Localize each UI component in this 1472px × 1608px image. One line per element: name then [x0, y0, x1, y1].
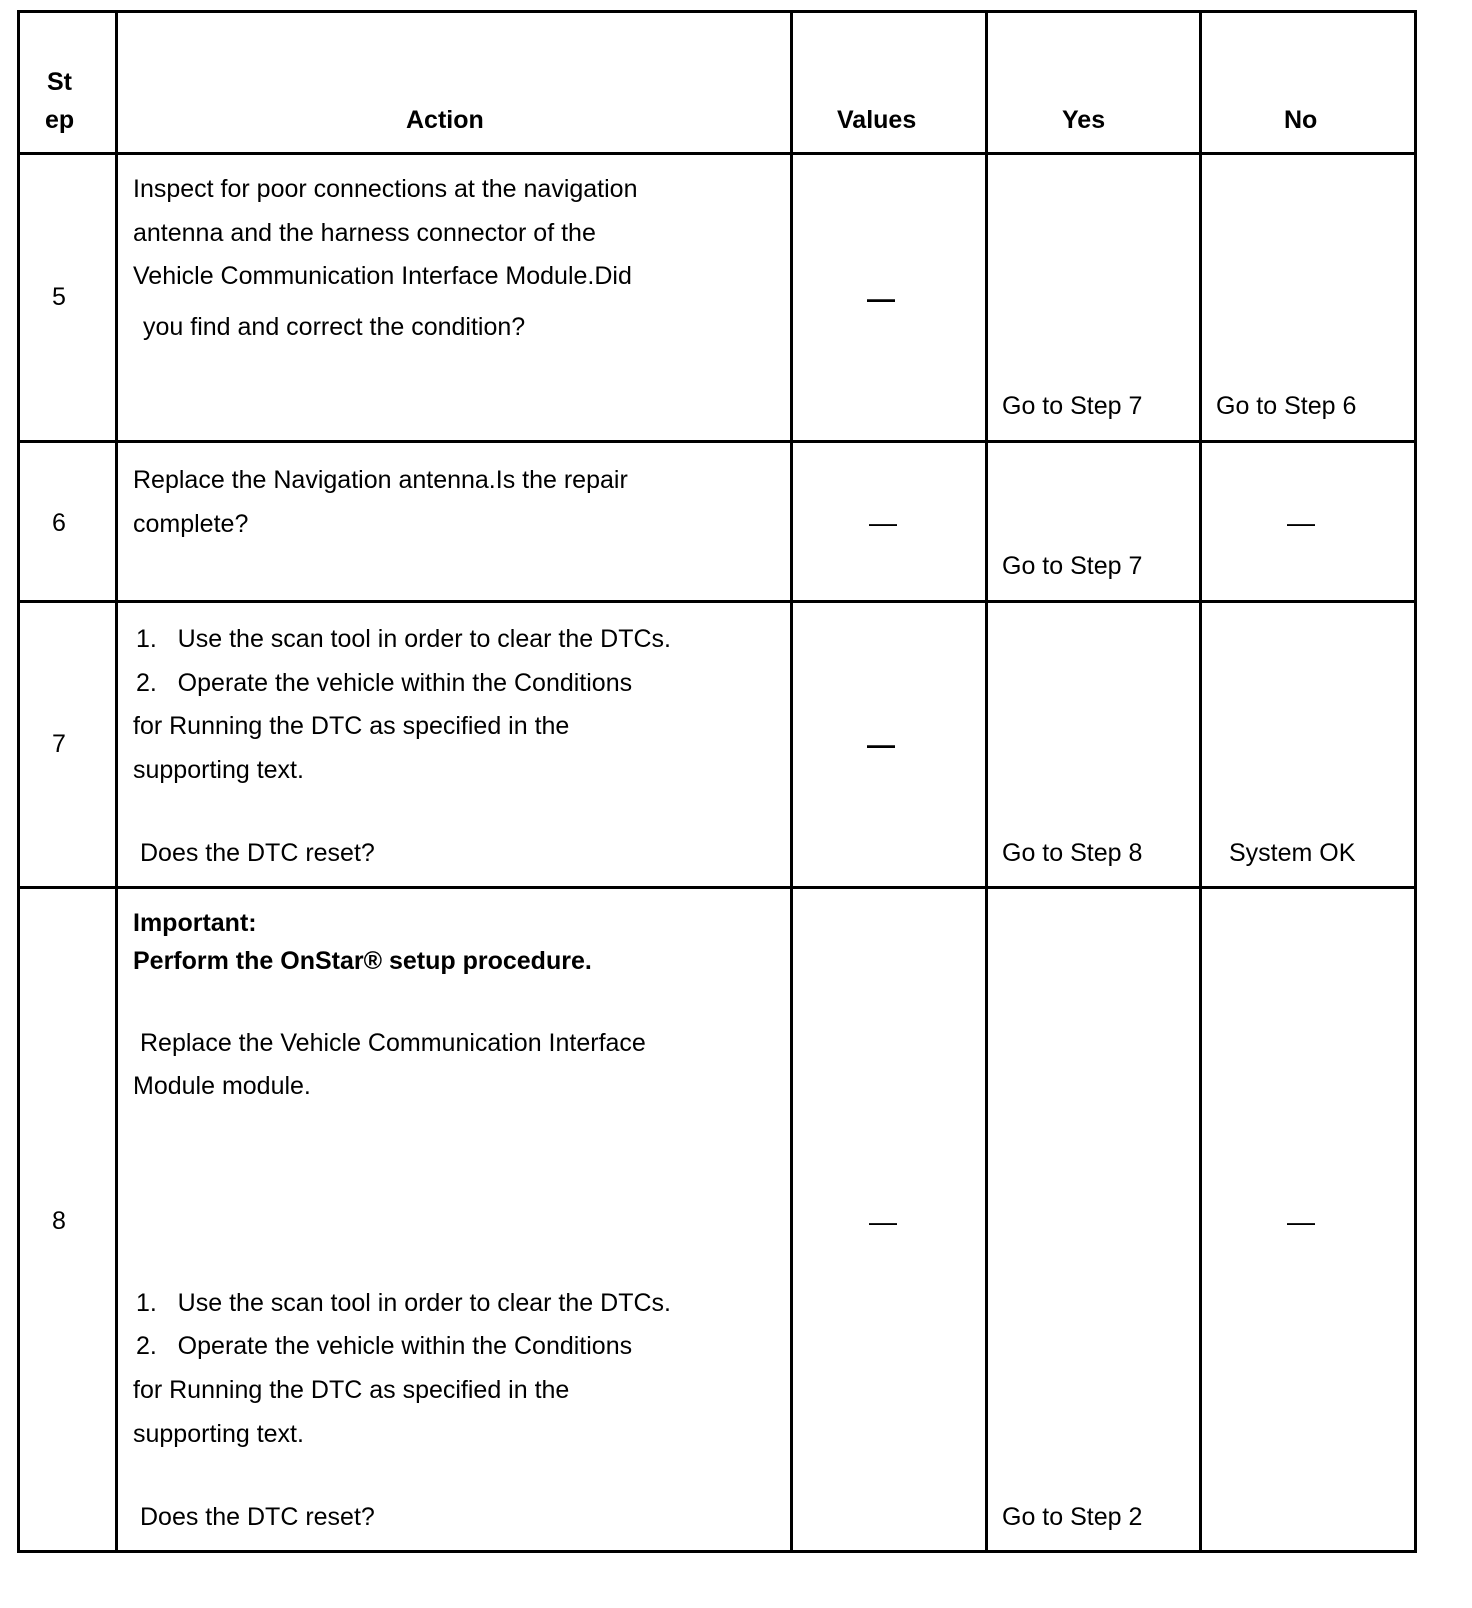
- diagnostic-table: [17, 10, 1455, 1595]
- row-8-yes: Go to Step 2: [1002, 1503, 1143, 1531]
- table-border-bottom: [17, 1550, 1417, 1553]
- row-7-action-line-3: for Running the DTC as specified in the: [133, 712, 570, 740]
- header-step-line2: ep: [45, 106, 75, 134]
- row-8-action-line-6: supporting text.: [133, 1420, 304, 1448]
- row-6-step: 6: [52, 509, 66, 537]
- row-7-action-line-2: 2. Operate the vehicle within the Conditions: [136, 669, 633, 697]
- row-5-values: —: [867, 283, 895, 314]
- row-7-action-line-1: 1. Use the scan tool in order to clear the DTCs.: [136, 625, 671, 653]
- row-5-action-line-2: antenna and the harness connector of the: [133, 219, 596, 247]
- row-8-action-line-7: Does the DTC reset?: [140, 1503, 375, 1531]
- table-border-left: [17, 10, 20, 1553]
- row-5-action-line-4: you find and correct the condition?: [143, 313, 526, 341]
- header-values: Values: [837, 106, 917, 134]
- row-5-action-line-1: Inspect for poor connections at the navigation: [133, 175, 638, 203]
- header-bottom-rule: [17, 152, 1417, 155]
- row-5-step: 5: [52, 283, 66, 311]
- step-action-divider: [115, 10, 118, 1553]
- row-8-action-line-4: 2. Operate the vehicle within the Conditions: [136, 1332, 633, 1360]
- row-8-step: 8: [52, 1207, 66, 1235]
- row-7-bottom-rule: [17, 886, 1417, 889]
- row-7-yes: Go to Step 8: [1002, 839, 1143, 867]
- table-border-top: [17, 10, 1417, 13]
- action-values-divider: [790, 10, 793, 1553]
- values-yes-divider: [985, 10, 988, 1553]
- row-7-action-line-4: supporting text.: [133, 756, 304, 784]
- header-step-line1: St: [47, 68, 72, 96]
- row-8-important-text: Perform the OnStar® setup procedure.: [133, 947, 592, 975]
- row-7-action-line-5: Does the DTC reset?: [140, 839, 375, 867]
- row-7-step: 7: [52, 730, 66, 758]
- row-6-action-line-1: Replace the Navigation antenna.Is the repair: [133, 466, 628, 494]
- row-8-no: —: [1287, 1206, 1315, 1237]
- row-6-no: —: [1287, 507, 1315, 538]
- header-yes: Yes: [1062, 106, 1106, 134]
- header-no: No: [1284, 106, 1318, 134]
- table-border-right: [1414, 10, 1417, 1553]
- row-6-values: —: [869, 507, 897, 538]
- row-7-values: —: [867, 729, 895, 760]
- row-8-action-line-3: 1. Use the scan tool in order to clear the DTCs.: [136, 1289, 671, 1317]
- row-8-important-label: Important:: [133, 909, 257, 937]
- row-6-action-line-2: complete?: [133, 510, 249, 538]
- row-8-action-line-5: for Running the DTC as specified in the: [133, 1376, 570, 1404]
- row-5-no: Go to Step 6: [1216, 392, 1357, 420]
- row-8-action-line-2: Module module.: [133, 1072, 311, 1100]
- row-5-action-line-3: Vehicle Communication Interface Module.Did: [133, 262, 632, 290]
- header-action: Action: [406, 106, 484, 134]
- row-8-values: —: [869, 1206, 897, 1237]
- row-7-no: System OK: [1229, 839, 1356, 867]
- row-6-yes: Go to Step 7: [1002, 552, 1143, 580]
- yes-no-divider: [1199, 10, 1202, 1553]
- row-6-bottom-rule: [17, 600, 1417, 603]
- row-5-yes: Go to Step 7: [1002, 392, 1143, 420]
- row-5-bottom-rule: [17, 440, 1417, 443]
- row-8-action-line-1: Replace the Vehicle Communication Interface: [140, 1029, 646, 1057]
